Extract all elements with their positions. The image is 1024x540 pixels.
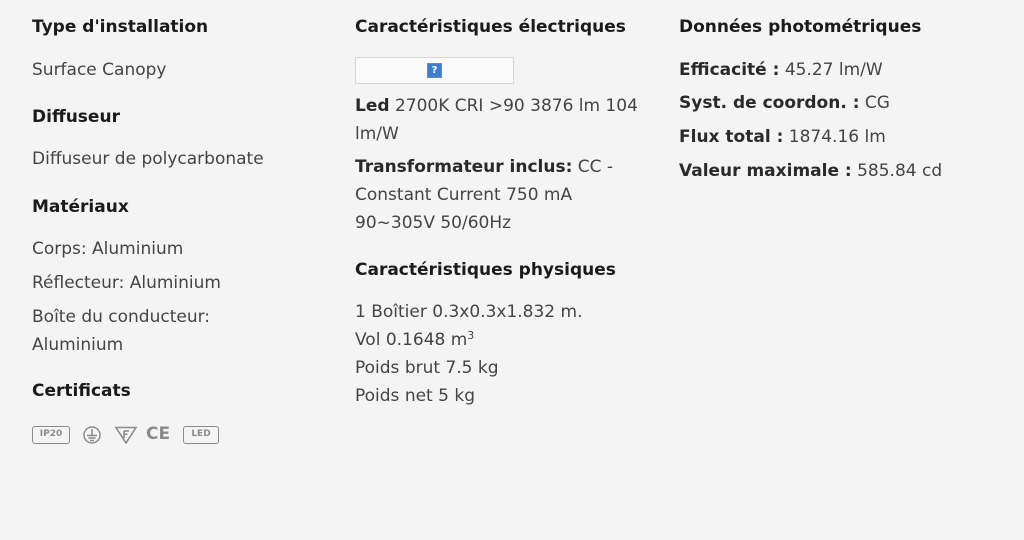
transformer-spec [355, 153, 650, 237]
photometric-max-value [679, 157, 949, 185]
photometric-coordinate-system [679, 89, 890, 117]
electrical-heading: Caractéristiques électriques [355, 17, 626, 37]
image-placeholder [355, 57, 514, 84]
total-flux-label: Flux total : [679, 127, 784, 147]
total-flux-value: 1874.16 lm [788, 127, 886, 147]
efficacy-label: Efficacité : [679, 60, 780, 80]
material-body: Corps: Aluminium [32, 239, 184, 259]
broken-image-icon: ? [427, 63, 442, 78]
certificates-heading: Certificats [32, 381, 131, 401]
diffuser-value: Diffuseur de polycarbonate [32, 149, 264, 169]
physical-gross-weight: Poids brut 7.5 kg [355, 358, 499, 378]
diffuser-heading: Diffuseur [32, 107, 120, 127]
install-type-heading: Type d'installation [32, 17, 209, 37]
f-mark-icon [115, 426, 137, 444]
transformer-value: CC - Constant Current 750 mA 90~305V 50/60Hz [355, 157, 614, 233]
ip20-badge: IP20 [32, 426, 70, 444]
coord-system-value: CG [864, 93, 890, 113]
earth-ground-icon [82, 426, 102, 444]
ce-mark: CE [146, 424, 171, 444]
max-value-label: Valeur maximale : [679, 161, 852, 181]
physical-heading: Caractéristiques physiques [355, 260, 616, 280]
volume-value: Vol 0.1648 m [355, 330, 468, 350]
max-value-value: 585.84 cd [857, 161, 943, 181]
coord-system-label: Syst. de coordon. : [679, 93, 860, 113]
photometric-total-flux [679, 123, 886, 151]
material-reflector: Réflecteur: Aluminium [32, 273, 221, 293]
materials-heading: Matériaux [32, 197, 129, 217]
efficacy-value: 45.27 lm/W [784, 60, 883, 80]
led-spec [355, 92, 640, 148]
physical-net-weight: Poids net 5 kg [355, 386, 475, 406]
install-type-value: Surface Canopy [32, 60, 167, 80]
transformer-label: Transformateur inclus: [355, 157, 573, 177]
physical-box: 1 Boîtier 0.3x0.3x1.832 m. [355, 302, 583, 322]
physical-volume [355, 326, 474, 354]
led-badge: LED [183, 426, 219, 444]
led-label: Led [355, 96, 390, 116]
volume-exponent: 3 [467, 329, 475, 342]
photometric-efficacy [679, 56, 883, 84]
led-value: 2700K CRI >90 3876 lm 104 lm/W [355, 96, 638, 144]
material-driver-box: Boîte du conducteur: Aluminium [32, 307, 211, 355]
photometric-heading: Données photométriques [679, 17, 922, 37]
